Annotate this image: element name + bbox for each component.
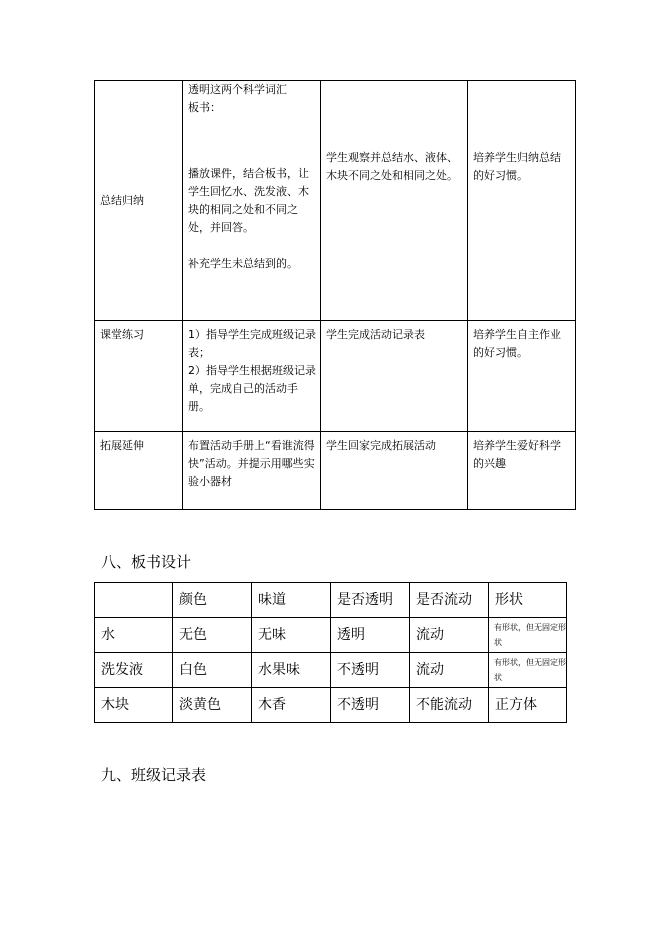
- summary-teacher-para-1: 播放课件，结合板书，让学生回忆水、洗发液、木块的相同之处和不同之处，并回答。: [188, 167, 309, 234]
- practice-row: [95, 321, 576, 432]
- board-header-cell: 形状: [489, 583, 567, 618]
- board-cell: 不透明: [331, 688, 410, 723]
- extension-stage: 拓展延伸: [100, 439, 144, 452]
- board-header-cell: 颜色: [173, 583, 252, 618]
- extension-teacher-text: 布置活动手册上“看谁流得快”活动。并提示用哪些实验小器材: [188, 439, 315, 488]
- board-cell: 不能流动: [410, 688, 489, 723]
- practice-stage-cell: [95, 321, 183, 432]
- practice-teacher-cell: [183, 321, 321, 432]
- summary-teacher-line-1: 透明这两个科学词汇: [188, 83, 287, 96]
- extension-student-cell: [321, 432, 468, 510]
- extension-student-text: 学生回家完成拓展活动: [326, 439, 436, 452]
- section-9-heading: 九、班级记录表: [101, 766, 207, 784]
- practice-student-cell: [321, 321, 468, 432]
- board-row-shampoo: [95, 653, 567, 688]
- board-cell: 洗发液: [95, 653, 173, 688]
- board-header-cell: 是否流动: [410, 583, 489, 618]
- board-cell: 白色: [173, 653, 252, 688]
- board-header-cell: 是否透明: [331, 583, 410, 618]
- practice-teacher-item-2: 2）指导学生根据班级记录单，完成自己的活动手册。: [188, 364, 316, 413]
- extension-intent-text: 培养学生爱好科学的兴趣: [473, 439, 561, 470]
- practice-intent-text: 培养学生自主作业的好习惯。: [473, 328, 561, 359]
- extension-stage-cell: [95, 432, 183, 510]
- board-cell: 不透明: [331, 653, 410, 688]
- board-cell: 有形状，但无固定形状: [489, 653, 567, 688]
- practice-teacher-item-1: 1）指导学生完成班级记录表；: [188, 328, 316, 359]
- summary-teacher-cell: [183, 81, 321, 321]
- board-cell: 正方体: [489, 688, 567, 723]
- lesson-plan-table: [94, 80, 576, 510]
- summary-stage-cell: [95, 81, 183, 321]
- extension-row: [95, 432, 576, 510]
- board-header-cell: 味道: [252, 583, 331, 618]
- summary-student-cell: [321, 81, 468, 321]
- extension-intent-cell: [468, 432, 576, 510]
- summary-intent-cell: [468, 81, 576, 321]
- board-cell: 淡黄色: [173, 688, 252, 723]
- board-row-wood: [95, 688, 567, 723]
- summary-teacher-para-2: 补充学生未总结到的。: [188, 257, 298, 270]
- board-cell: 无色: [173, 618, 252, 653]
- summary-stage: 总结归纳: [100, 193, 144, 207]
- board-header-cell: [95, 583, 173, 618]
- board-design-table: [94, 582, 567, 723]
- extension-teacher-cell: [183, 432, 321, 510]
- board-cell: 有形状，但无固定形状: [489, 618, 567, 653]
- practice-stage: 课堂练习: [100, 328, 144, 341]
- summary-teacher-line-2: 板书：: [188, 101, 221, 114]
- board-cell: 流动: [410, 653, 489, 688]
- board-cell: 木香: [252, 688, 331, 723]
- board-cell: 无味: [252, 618, 331, 653]
- board-header-row: [95, 583, 567, 618]
- board-cell: 水: [95, 618, 173, 653]
- practice-student-text: 学生完成活动记录表: [326, 328, 425, 341]
- board-cell: 流动: [410, 618, 489, 653]
- practice-intent-cell: [468, 321, 576, 432]
- board-cell: 木块: [95, 688, 173, 723]
- board-cell: 透明: [331, 618, 410, 653]
- board-cell: 水果味: [252, 653, 331, 688]
- summary-intent-text: 培养学生归纳总结的好习惯。: [473, 151, 561, 182]
- section-8-heading: 八、板书设计: [101, 553, 192, 571]
- summary-row: [95, 81, 576, 321]
- board-row-water: [95, 618, 567, 653]
- summary-student-text: 学生观察并总结水、液体、木块不同之处和相同之处。: [326, 151, 458, 182]
